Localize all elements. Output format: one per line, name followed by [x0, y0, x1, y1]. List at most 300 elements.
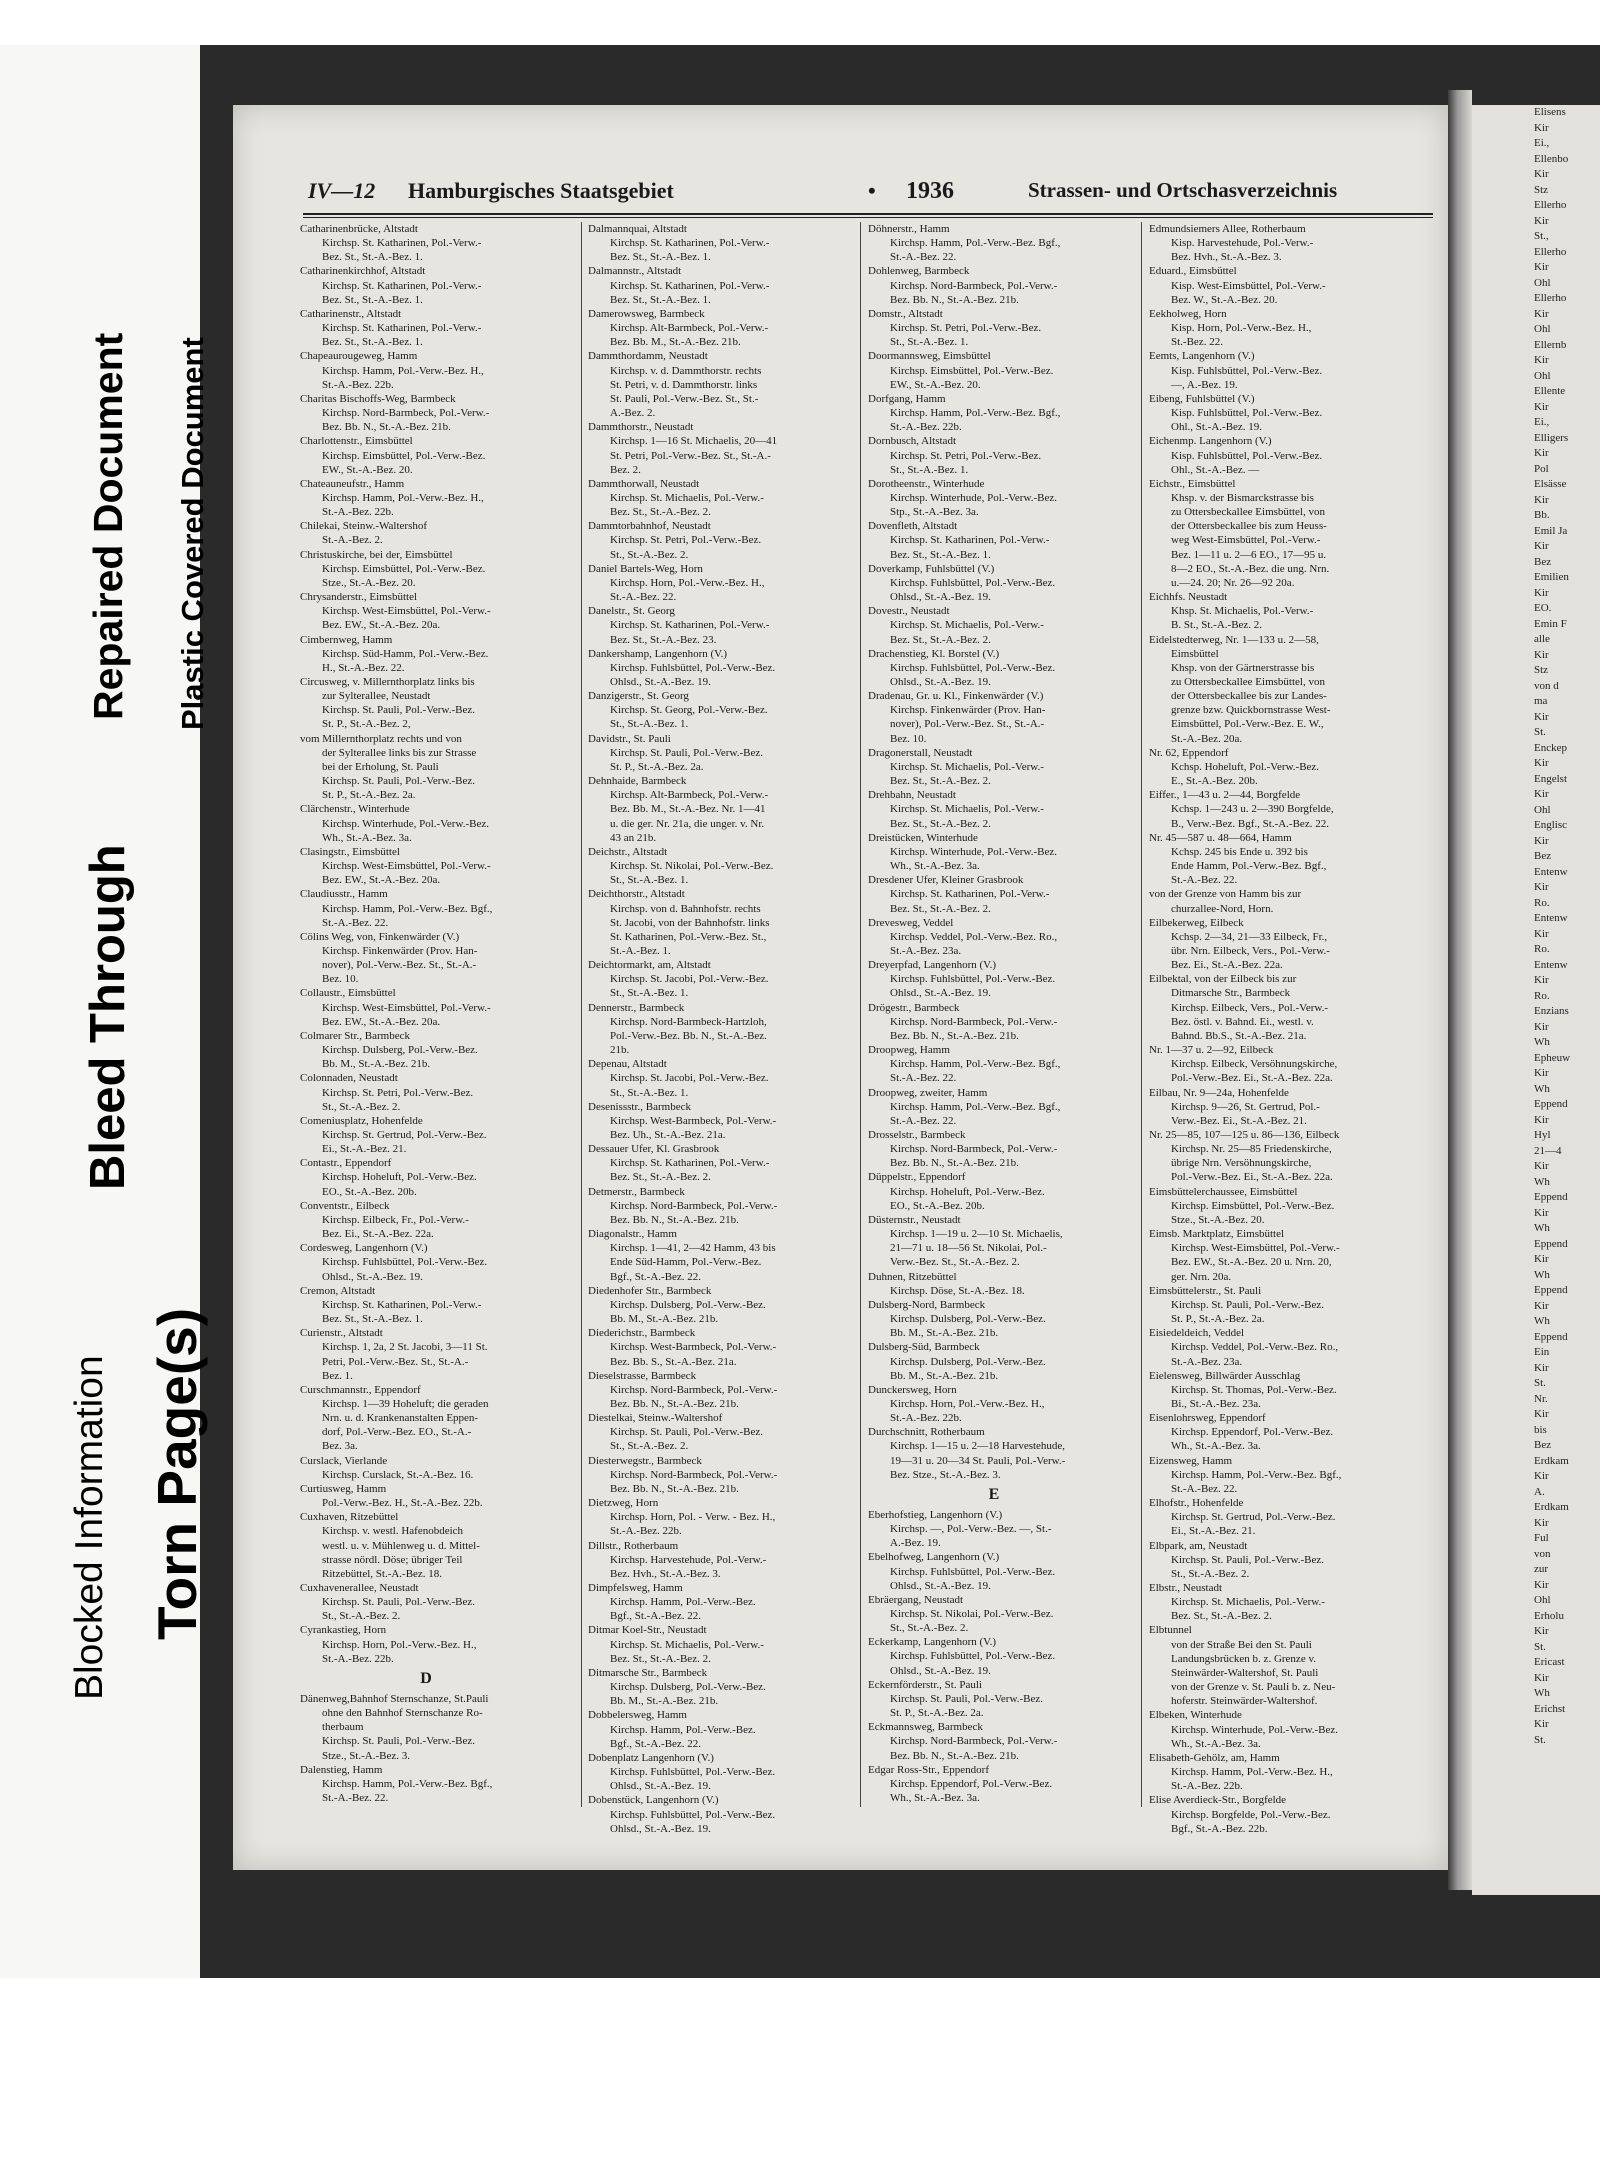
adjacent-page-line: Wh	[1534, 1082, 1550, 1095]
adjacent-page-line: Ohl	[1534, 323, 1551, 335]
entry-detail-line: St.-A.-Bez. 22b.	[610, 1525, 682, 1538]
entry-detail-line: Kchsp. Hoheluft, Pol.-Verw.-Bez.	[1171, 760, 1320, 773]
adjacent-page-line: Ellerho	[1534, 199, 1567, 211]
entry-street-name: Eisenlohrsweg, Eppendorf	[1149, 1412, 1266, 1425]
entry-detail-line: St.-A.-Bez. 22.	[322, 1792, 389, 1805]
entry-detail-line: Kirchsp. St. Katharinen, Pol.-Verw.-	[322, 237, 482, 250]
entry-street-name: Eilbau, Nr. 9—24a, Hohenfelde	[1149, 1086, 1289, 1099]
entry-street-name: Diederichstr., Barmbeck	[588, 1327, 696, 1340]
entry-street-name: Diagonalstr., Hamm	[588, 1228, 677, 1241]
entry-street-name: Eberhofstieg, Langenhorn (V.)	[868, 1508, 1003, 1521]
entry-detail-line: Bez. Uh., St.-A.-Bez. 21a.	[610, 1129, 726, 1141]
entry-detail-line: Bez. St., St.-A.-Bez. 1.	[322, 293, 423, 306]
entry-street-name: Cordesweg, Langenhorn (V.)	[300, 1242, 428, 1255]
entry-detail-line: Kirchsp. St. Katharinen, Pol.-Verw.-	[610, 1157, 770, 1170]
entry-street-name: Drögestr., Barmbeck	[868, 1001, 960, 1014]
entry-detail-line: St.-A.-Bez. 22.	[610, 591, 677, 604]
adjacent-page-line: Erdkam	[1534, 1454, 1569, 1467]
entry-detail-line: Kirchsp. Hamm, Pol.-Verw.-Bez. Bgf.,	[1171, 1468, 1342, 1481]
entry-detail-line: Kirchsp. Eilbeck, Fr., Pol.-Verw.-	[322, 1213, 469, 1226]
entry-detail-line: Kisp. Horn, Pol.-Verw.-Bez. H.,	[1171, 322, 1312, 335]
entry-detail-line: Kisp. Fuhlsbüttel, Pol.-Verw.-Bez.	[1171, 407, 1323, 420]
header-separator: •	[868, 178, 876, 203]
entry-street-name: Dammthorwall, Neustadt	[588, 477, 700, 490]
entry-detail-line: St. P., St.-A.-Bez. 2a.	[1171, 1313, 1265, 1326]
entry-street-name: Dankershamp, Langenhorn (V.)	[588, 647, 728, 660]
entry-detail-line: Kirchsp. Nord-Barmbeck, Pol.-Verw.-	[610, 1383, 778, 1396]
adjacent-page-line: Erholu	[1534, 1609, 1564, 1622]
entry-street-name: von der Grenze von Hamm bis zur	[1149, 888, 1302, 901]
entry-detail-line: Kirchsp. Hamm, Pol.-Verw.-Bez. Bgf.,	[322, 1777, 493, 1790]
adjacent-page-line: Kir	[1534, 1408, 1549, 1420]
entry-detail-line: nover), Pol.-Verw.-Bez. St., St.-A.-	[322, 959, 477, 972]
entry-detail-line: Bez. Bb. N., St.-A.-Bez. 21b.	[890, 1029, 1019, 1042]
entry-street-name: Eilbekerweg, Eilbeck	[1149, 916, 1244, 929]
entry-street-name: Doormannsweg, Eimsbüttel	[868, 350, 991, 363]
entry-detail-line: Kirchsp. 1—16 St. Michaelis, 20—41	[610, 435, 778, 448]
entry-detail-line: Kirchsp. Horn, Pol.-Verw.-Bez. H.,	[322, 1638, 477, 1651]
entry-detail-line: Kirchsp. Finkenwärder (Prov. Han-	[890, 704, 1046, 717]
entry-street-name: Elisabeth-Gehölz, am, Hamm	[1149, 1751, 1280, 1764]
adjacent-page-line: Kir	[1534, 540, 1549, 552]
adjacent-page-line: Kir	[1534, 307, 1549, 320]
adjacent-page-line: Kir	[1534, 1625, 1549, 1637]
entry-detail-line: Kirchsp. St. Petri, Pol.-Verw.-Bez.	[322, 1086, 474, 1099]
entry-detail-line: B., Verw.-Bez. Bgf., St.-A.-Bez. 22.	[1171, 817, 1329, 830]
entry-detail-line: Nrn. u. d. Krankenanstalten Eppen-	[322, 1412, 479, 1425]
entry-detail-line: Ohlsd., St.-A.-Bez. 19.	[322, 1270, 423, 1283]
adjacent-page-line: Entenw	[1534, 958, 1568, 971]
entry-detail-line: Kirchsp. Winterhude, Pol.-Verw.-Bez.	[322, 817, 489, 830]
entry-detail-line: der Ottersbeckallee bis zum Heuss-	[1171, 520, 1327, 533]
entry-street-name: Dänenweg,Bahnhof Sternschanze, St.Pauli	[300, 1692, 489, 1705]
entry-detail-line: St., St.-A.-Bez. 2.	[1171, 1567, 1250, 1580]
entry-street-name: Ditmar Koel-Str., Neustadt	[588, 1624, 707, 1637]
entry-detail-line: Kirchsp. West-Eimsbüttel, Pol.-Verw.-	[1171, 1242, 1340, 1255]
adjacent-page-line: Kir	[1534, 214, 1549, 227]
running-head	[308, 178, 1428, 212]
entry-detail-line: Kirchsp. Eimsbüttel, Pol.-Verw.-Bez.	[322, 562, 486, 575]
adjacent-page-line: Kir	[1534, 447, 1549, 459]
entry-street-name: Chapeaurougeweg, Hamm	[300, 350, 418, 363]
entry-detail-line: St. P., St.-A.-Bez. 2,	[322, 718, 411, 731]
entry-street-name: Cuxhavenerallee, Neustadt	[300, 1582, 419, 1594]
entry-street-name: Drevesweg, Veddel	[868, 916, 954, 929]
entry-street-name: Desenissstr., Barmbeck	[588, 1100, 691, 1113]
entry-street-name: Claudiusstr., Hamm	[300, 888, 388, 901]
entry-detail-line: Kirchsp. Hamm, Pol.-Verw.-Bez.	[610, 1723, 756, 1736]
entry-street-name: Chateauneufstr., Hamm	[300, 477, 405, 490]
entry-detail-line: westl. u. v. Mühlenweg u. d. Mittel-	[322, 1539, 480, 1552]
entry-detail-line: Wh., St.-A.-Bez. 3a.	[1171, 1737, 1261, 1750]
entry-detail-line: Kirchsp. Nord-Barmbeck, Pol.-Verw.-	[610, 1468, 778, 1481]
entry-street-name: Dimpfelsweg, Hamm	[588, 1582, 683, 1594]
entry-detail-line: Kirchsp. Hamm, Pol.-Verw.-Bez. H.,	[322, 491, 484, 504]
page-number: IV—12	[308, 178, 376, 203]
entry-street-name: Dunckersweg, Horn	[868, 1383, 957, 1396]
entry-detail-line: Kirchsp. Hamm, Pol.-Verw.-Bez. Bgf.,	[890, 407, 1061, 420]
entry-street-name: Colonnaden, Neustadt	[300, 1072, 398, 1085]
adjacent-page-line: EO.	[1534, 602, 1552, 614]
entry-detail-line: Kirchsp. Fuhlsbüttel, Pol.-Verw.-Bez.	[890, 576, 1056, 589]
entry-detail-line: Kirchsp. St. Katharinen, Pol.-Verw.-	[322, 322, 482, 335]
entry-detail-line: Kirchsp. Alt-Barmbeck, Pol.-Verw.-	[610, 322, 769, 335]
adjacent-page-line: Bb.	[1534, 509, 1550, 521]
entry-street-name: Curienstr., Altstadt	[300, 1327, 383, 1340]
adjacent-page-line: Kir	[1534, 354, 1549, 366]
entry-detail-line: Landungsbrücken b. z. Grenze v.	[1171, 1652, 1316, 1665]
entry-detail-line: Kirchsp. Eimsbüttel, Pol.-Verw.-Bez.	[890, 364, 1054, 377]
entry-detail-line: Verw.-Bez. Ei., St.-A.-Bez. 21.	[1171, 1114, 1307, 1127]
entry-detail-line: Kirchsp. 1—39 Hoheluft; die geraden	[322, 1397, 489, 1410]
letter-heading: D	[420, 1669, 432, 1687]
entry-detail-line: dorf, Pol.-Verw.-Bez. EO., St.-A.-	[322, 1426, 472, 1439]
entry-street-name: Danelstr., St. Georg	[588, 605, 675, 618]
entry-street-name: Dobenplatz Langenhorn (V.)	[588, 1751, 714, 1764]
entry-street-name: Dalmannquai, Altstadt	[588, 223, 687, 235]
entry-detail-line: Kirchsp. Horn, Pol.-Verw.-Bez. H.,	[890, 1397, 1045, 1410]
adjacent-page-line: St.	[1534, 1377, 1546, 1389]
entry-detail-line: EO., St.-A.-Bez. 20b.	[322, 1185, 417, 1198]
entry-detail-line: Ohlsd., St.-A.-Bez. 19.	[890, 987, 991, 1000]
entry-street-name: Dennerstr., Barmbeck	[588, 1001, 685, 1014]
entry-detail-line: St.-A.-Bez. 22b.	[322, 378, 394, 391]
entry-detail-line: St. P., St.-A.-Bez. 2a.	[610, 760, 704, 773]
entry-detail-line: Bgf., St.-A.-Bez. 22.	[610, 1737, 702, 1750]
entry-detail-line: Kirchsp. Eimsbüttel, Pol.-Verw.-Bez.	[322, 449, 486, 462]
adjacent-page-line: Kir	[1534, 710, 1549, 723]
entry-detail-line: Kirchsp. 9—26, St. Gertrud, Pol.-	[1171, 1100, 1320, 1113]
entry-street-name: Dillstr., Rotherbaum	[588, 1539, 679, 1552]
entry-detail-line: Kirchsp. Hamm, Pol.-Verw.-Bez. Bgf.,	[890, 1100, 1061, 1113]
adjacent-page-line: Eppend	[1534, 1098, 1568, 1110]
entry-detail-line: 43 an 21b.	[610, 831, 657, 844]
entry-detail-line: Bez. St., St.-A.-Bez. 1.	[890, 548, 991, 561]
entry-detail-line: Bez. EW., St.-A.-Bez. 20a.	[322, 619, 441, 632]
entry-detail-line: Kirchsp. St. Michaelis, Pol.-Verw.-	[610, 1638, 764, 1651]
entry-detail-line: Kirchsp. Eilbeck, Vers., Pol.-Verw.-	[1171, 1001, 1329, 1014]
entry-street-name: Düsternstr., Neustadt	[868, 1213, 961, 1226]
entry-detail-line: zur Sylterallee, Neustadt	[322, 690, 431, 703]
adjacent-page-line: Ro.	[1534, 943, 1550, 955]
entry-detail-line: Kirchsp. v. d. Dammthorstr. rechts	[610, 364, 762, 377]
adjacent-page-line: Emilien	[1534, 571, 1569, 583]
entry-detail-line: Bez. 2.	[610, 463, 641, 476]
adjacent-page-line: Kir	[1534, 121, 1549, 134]
entry-street-name: Drachenstieg, Kl. Borstel (V.)	[868, 647, 1000, 660]
entry-detail-line: Ohlsd., St.-A.-Bez. 19.	[610, 1780, 711, 1793]
entry-street-name: Eemts, Langenhorn (V.)	[1149, 350, 1255, 363]
adjacent-page-line: Kir	[1534, 927, 1549, 940]
entry-detail-line: Ende Süd-Hamm, Pol.-Verw.-Bez.	[610, 1256, 762, 1269]
entry-detail-line: Bez. Bb. N., St.-A.-Bez. 21b.	[322, 421, 451, 434]
entry-detail-line: Kirchsp. Dulsberg, Pol.-Verw.-Bez.	[322, 1044, 478, 1057]
adjacent-page-line: Kir	[1534, 788, 1549, 800]
entry-detail-line: Kirchsp. St. Katharinen, Pol.-Verw.-	[890, 534, 1050, 547]
adjacent-page-line: Kir	[1534, 1671, 1549, 1684]
entry-detail-line: Kirchsp. Dulsberg, Pol.-Verw.-Bez.	[610, 1298, 766, 1311]
entry-street-name: Drehbahn, Neustadt	[868, 789, 956, 802]
entry-detail-line: strasse nördl. Döse; übriger Teil	[322, 1553, 463, 1566]
adjacent-page-line: Ellerho	[1534, 245, 1567, 258]
entry-street-name: Clasingstr., Eimsbüttel	[300, 845, 400, 858]
entry-detail-line: Kirchsp. St. Pauli, Pol.-Verw.-Bez.	[1171, 1553, 1324, 1566]
entry-detail-line: St.-A.-Bez. 22b.	[890, 421, 962, 434]
entry-street-name: Droopweg, Hamm	[868, 1044, 950, 1057]
adjacent-page-line: Nr.	[1534, 1392, 1548, 1405]
entry-street-name: Damerowsweg, Barmbeck	[588, 307, 705, 320]
entry-street-name: Eekholweg, Horn	[1149, 307, 1227, 320]
entry-detail-line: 19—31 u. 20—34 St. Pauli, Pol.-Verw.-	[890, 1454, 1066, 1467]
entry-detail-line: Kirchsp. Fuhlsbüttel, Pol.-Verw.-Bez.	[890, 1650, 1056, 1663]
entry-detail-line: St.-A.-Bez. 22b.	[322, 1652, 394, 1665]
entry-street-name: Dovestr., Neustadt	[868, 605, 950, 618]
entry-detail-line: Kirchsp. Hamm, Pol.-Verw.-Bez. H.,	[322, 364, 484, 377]
entry-detail-line: Kirchsp. Curslack, St.-A.-Bez. 16.	[322, 1468, 474, 1481]
entry-detail-line: Kisp. Fuhlsbüttel, Pol.-Verw.-Bez.	[1171, 364, 1323, 377]
entry-detail-line: Ohlsd., St.-A.-Bez. 19.	[890, 1664, 991, 1677]
entry-detail-line: Kirchsp. St. Katharinen, Pol.-Verw.-	[322, 1298, 482, 1311]
entry-detail-line: churzallee-Nord, Horn.	[1171, 902, 1274, 915]
adjacent-page-line: bis	[1534, 1423, 1547, 1436]
entry-street-name: Charitas Bischoffs-Weg, Barmbeck	[300, 392, 456, 405]
adjacent-page-line: Ro.	[1534, 896, 1550, 909]
entry-detail-line: St., St.-A.-Bez. 1.	[890, 336, 969, 349]
adjacent-page-line: Bez	[1534, 1439, 1552, 1451]
entry-street-name: Diestelkai, Steinw.-Waltershof	[588, 1412, 723, 1425]
entry-detail-line: Kirchsp. West-Eimsbüttel, Pol.-Verw.-	[322, 605, 491, 618]
adjacent-page-line: Kir	[1534, 1578, 1549, 1591]
adjacent-page-line: Stz	[1534, 664, 1549, 676]
entry-detail-line: Kirchsp. St. Pauli, Pol.-Verw.-Bez.	[322, 1735, 475, 1748]
adjacent-page-line: Ro.	[1534, 989, 1550, 1002]
entry-detail-line: Kirchsp. Fuhlsbüttel, Pol.-Verw.-Bez.	[890, 973, 1056, 986]
entry-street-name: Catharinenkirchhof, Altstadt	[300, 265, 426, 278]
entry-detail-line: Kirchsp. St. Katharinen, Pol.-Verw.-	[610, 619, 770, 632]
entry-street-name: Dovenfleth, Altstadt	[868, 520, 958, 533]
entry-detail-line: Kirchsp. St. Georg, Pol.-Verw.-Bez.	[610, 704, 768, 717]
entry-street-name: Dammthordamm, Neustadt	[588, 350, 708, 363]
adjacent-page-line: Hyl	[1534, 1129, 1551, 1141]
adjacent-page-line: zur	[1534, 1563, 1549, 1575]
entry-street-name: Eilbektal, von der Eilbeck bis zur	[1149, 973, 1297, 986]
adjacent-page-fragment	[1472, 105, 1600, 1895]
entry-detail-line: Kirchsp. Hoheluft, Pol.-Verw.-Bez.	[322, 1171, 477, 1184]
entry-detail-line: Bb. M., St.-A.-Bez. 21b.	[890, 1327, 999, 1340]
adjacent-page-line: Eppend	[1534, 1191, 1568, 1203]
adjacent-page-line: Elligers	[1534, 431, 1569, 444]
entry-detail-line: Bez. St., St.-A.-Bez. 2.	[610, 506, 711, 519]
entry-detail-line: St., St.-A.-Bez. 1.	[890, 463, 969, 476]
entry-street-name: Detmerstr., Barmbeck	[588, 1185, 685, 1198]
entry-detail-line: Kirchsp. 1—15 u. 2—18 Harvestehude,	[890, 1440, 1066, 1453]
entry-street-name: Cimbernweg, Hamm	[300, 633, 393, 646]
entry-detail-line: Kirchsp. Döse, St.-A.-Bez. 18.	[890, 1284, 1025, 1297]
entry-detail-line: übrige Nrn. Versöhnungskirche,	[1171, 1157, 1312, 1170]
adjacent-page-line: Ellernb	[1534, 338, 1567, 351]
entry-detail-line: St., St.-A.-Bez. 2.	[322, 1610, 401, 1623]
entry-detail-line: Bez. St., St.-A.-Bez. 2.	[890, 817, 991, 830]
entry-detail-line: Eimsbüttel	[1171, 647, 1219, 660]
entry-detail-line: St.-A.-Bez. 2.	[322, 534, 383, 547]
entry-detail-line: Ei., St.-A.-Bez. 21.	[1171, 1525, 1256, 1538]
entry-street-name: Ditmarsche Str., Barmbeck	[588, 1666, 708, 1679]
entry-street-name: Eduard., Eimsbüttel	[1149, 265, 1237, 278]
adjacent-page-line: Emil Ja	[1534, 524, 1568, 537]
entry-detail-line: Kirchsp. —, Pol.-Verw.-Bez. —, St.-	[890, 1523, 1052, 1536]
entry-detail-line: bei der Erholung, St. Pauli	[322, 760, 439, 773]
entry-street-name: Diesterwegstr., Barmbeck	[588, 1454, 702, 1467]
entry-detail-line: Ende Hamm, Pol.-Verw.-Bez. Bgf.,	[1171, 860, 1327, 873]
adjacent-page-line: Eppend	[1534, 1330, 1568, 1343]
entry-street-name: Eibeng, Fuhlsbüttel (V.)	[1149, 392, 1255, 405]
entry-detail-line: Bez. Ei., St.-A.-Bez. 22a.	[1171, 959, 1283, 972]
adjacent-page-line: Entenw	[1534, 912, 1568, 924]
entry-street-name: Danzigerstr., St. Georg	[588, 690, 689, 703]
adjacent-page-line: Kir	[1534, 586, 1549, 599]
entry-detail-line: Bez. 1—11 u. 2—6 EO., 17—95 u.	[1171, 548, 1327, 561]
entry-detail-line: Kchsp. 1—243 u. 2—390 Borgfelde,	[1171, 803, 1334, 816]
entry-detail-line: Kirchsp. 1—19 u. 2—10 St. Michaelis,	[890, 1228, 1063, 1241]
adjacent-page-line: ma	[1534, 695, 1548, 707]
entry-detail-line: Kirchsp. Fuhlsbüttel, Pol.-Verw.-Bez.	[890, 1565, 1056, 1578]
adjacent-page-line: Kir	[1534, 648, 1549, 661]
entry-street-name: Cyrankastieg, Horn	[300, 1624, 387, 1637]
entry-detail-line: weg West-Eimsbüttel, Pol.-Verw.-	[1171, 534, 1321, 547]
adjacent-page-line: Kir	[1534, 1299, 1549, 1312]
entry-street-name: Eidelstedterweg, Nr. 1—133 u. 2—58,	[1149, 633, 1319, 646]
entry-detail-line: St.-A.-Bez. 22.	[890, 1072, 957, 1085]
entry-detail-line: Bez. 3a.	[322, 1440, 358, 1453]
entry-detail-line: der Ottersbeckallee bis zur Landes-	[1171, 690, 1327, 703]
entry-detail-line: Pol.-Verw.-Bez. H., St.-A.-Bez. 22b.	[322, 1497, 483, 1510]
entry-detail-line: Kirchsp. Dulsberg, Pol.-Verw.-Bez.	[890, 1355, 1046, 1368]
entry-detail-line: E., St.-A.-Bez. 20b.	[1171, 775, 1258, 788]
entry-street-name: Dalenstieg, Hamm	[300, 1763, 383, 1776]
entry-detail-line: Bez. St., St.-A.-Bez. 2.	[1171, 1610, 1272, 1623]
entry-detail-line: Kirchsp. Hamm, Pol.-Verw.-Bez. Bgf.,	[322, 902, 493, 915]
adjacent-page-line: Kir	[1534, 1253, 1549, 1265]
directory-page	[233, 105, 1448, 1870]
entry-street-name: Dammtorbahnhof, Neustadt	[588, 520, 711, 533]
entry-detail-line: Ditmarsche Str., Barmbeck	[1171, 987, 1291, 1000]
entry-street-name: Cuxhaven, Ritzebüttel	[300, 1511, 399, 1524]
entry-street-name: Döhnerstr., Hamm	[868, 223, 950, 235]
entry-street-name: Eielensweg, Billwärder Ausschlag	[1149, 1369, 1301, 1382]
entry-detail-line: Ohlsd., St.-A.-Bez. 19.	[610, 1822, 711, 1835]
entry-detail-line: Kirchsp. Nord-Barmbeck, Pol.-Verw.-	[322, 407, 490, 420]
adjacent-page-line: Eppend	[1534, 1284, 1568, 1296]
entry-detail-line: Bez. 10.	[322, 973, 359, 986]
entry-detail-line: Stze., St.-A.-Bez. 20.	[1171, 1213, 1265, 1226]
entry-street-name: Curschmannstr., Eppendorf	[300, 1383, 421, 1396]
entry-detail-line: Kirchsp. Winterhude, Pol.-Verw.-Bez.	[890, 845, 1057, 858]
entry-street-name: Dulsberg-Nord, Barmbeck	[868, 1298, 986, 1311]
adjacent-page-line: Kir	[1534, 1516, 1549, 1529]
entry-detail-line: Kirchsp. Hamm, Pol.-Verw.-Bez. Bgf.,	[890, 1058, 1061, 1071]
entry-detail-line: —, A.-Bez. 19.	[1171, 378, 1238, 391]
entry-detail-line: Ohlsd., St.-A.-Bez. 19.	[890, 1579, 991, 1592]
entry-detail-line: Kirchsp. St. Pauli, Pol.-Verw.-Bez.	[890, 1692, 1043, 1705]
entry-street-name: Elhofstr., Hohenfelde	[1149, 1497, 1244, 1510]
entry-street-name: Eisiedeldeich, Veddel	[1149, 1327, 1245, 1340]
entry-detail-line: Bez. EW., St.-A.-Bez. 20a.	[322, 874, 441, 887]
entry-street-name: Eiffer., 1—43 u. 2—44, Borgfelde	[1149, 789, 1301, 802]
entry-detail-line: Bgf., St.-A.-Bez. 22.	[610, 1270, 702, 1283]
entry-detail-line: Kisp. Harvestehude, Pol.-Verw.-	[1171, 237, 1314, 250]
entry-street-name: Elbstr., Neustadt	[1149, 1582, 1223, 1594]
adjacent-page-line: St.	[1534, 1733, 1546, 1746]
directory-column-4	[1149, 222, 1421, 1862]
entry-street-name: Conventstr., Eilbeck	[300, 1199, 390, 1212]
entry-detail-line: grenze bzw. Quickbornstrasse West-	[1171, 704, 1331, 717]
adjacent-page-line: Ellerho	[1534, 292, 1567, 304]
entry-detail-line: Kirchsp. Harvestehude, Pol.-Verw.-	[610, 1553, 767, 1566]
adjacent-page-line: Kir	[1534, 1160, 1549, 1172]
adjacent-page-line: Kir	[1534, 1718, 1549, 1730]
entry-street-name: Dammthorstr., Neustadt	[588, 421, 694, 434]
adjacent-page-line: Pol	[1534, 462, 1549, 475]
entry-detail-line: St., St.-A.-Bez. 1.	[610, 987, 689, 1000]
entry-detail-line: Bez. Bb. N., St.-A.-Bez. 21b.	[610, 1482, 739, 1495]
entry-street-name: Dreistücken, Winterhude	[868, 831, 978, 844]
adjacent-page-line: A.	[1534, 1485, 1545, 1498]
entry-detail-line: Kirchsp. Winterhude, Pol.-Verw.-Bez.	[1171, 1723, 1338, 1736]
entry-detail-line: Bez. St., St.-A.-Bez. 1.	[322, 1313, 423, 1326]
adjacent-page-line: Stz	[1534, 183, 1549, 196]
entry-street-name: Ebräergang, Neustadt	[868, 1593, 964, 1606]
entry-street-name: Eckernförderstr., St. Pauli	[868, 1678, 982, 1691]
entry-detail-line: St. P., St.-A.-Bez. 2a.	[890, 1707, 984, 1720]
entry-detail-line: Kirchsp. St. Michaelis, Pol.-Verw.-	[890, 760, 1044, 773]
entry-street-name: Catharinenbrücke, Altstadt	[300, 223, 418, 235]
entry-detail-line: Bez. St., St.-A.-Bez. 1.	[610, 251, 711, 264]
entry-street-name: Elise Averdieck-Str., Borgfelde	[1149, 1794, 1287, 1807]
entry-detail-line: St. Petri, v. d. Dammthorstr. links	[610, 378, 758, 391]
adjacent-page-line: St.,	[1534, 230, 1549, 242]
adjacent-page-line: Bez	[1534, 850, 1552, 862]
entry-detail-line: Kirchsp. St. Nikolai, Pol.-Verw.-Bez.	[610, 860, 774, 873]
entry-detail-line: Kirchsp. St. Pauli, Pol.-Verw.-Bez.	[322, 1596, 475, 1609]
entry-detail-line: zu Ottersbeckallee Eimsbüttel, von	[1171, 676, 1325, 688]
entry-detail-line: Kirchsp. West-Eimsbüttel, Pol.-Verw.-	[322, 1001, 491, 1014]
entry-detail-line: Kirchsp. St. Pauli, Pol.-Verw.-Bez.	[322, 704, 475, 717]
entry-detail-line: übr. Nrn. Eilbeck, Vers., Pol.-Verw.-	[1171, 944, 1330, 957]
entry-street-name: Dietzweg, Horn	[588, 1497, 659, 1510]
adjacent-page-line: Ohl	[1534, 803, 1551, 816]
entry-detail-line: Kirchsp. Fuhlsbüttel, Pol.-Verw.-Bez.	[890, 661, 1056, 674]
entry-detail-line: St., St.-A.-Bez. 2.	[610, 1440, 689, 1453]
entry-street-name: Elbpark, am, Neustadt	[1149, 1539, 1248, 1552]
page-title: Hamburgisches Staatsgebiet	[408, 178, 674, 203]
adjacent-page-line: Ohl	[1534, 369, 1551, 382]
entry-detail-line: St., St.-A.-Bez. 1.	[610, 718, 689, 731]
entry-detail-line: Kirchsp. Veddel, Pol.-Verw.-Bez. Ro.,	[890, 930, 1058, 943]
entry-detail-line: Bb. M., St.-A.-Bez. 21b.	[610, 1695, 719, 1708]
entry-detail-line: St.-A.-Bez. 22.	[322, 916, 389, 929]
adjacent-page-line: Kir	[1534, 1470, 1549, 1482]
entry-detail-line: Bez. 1.	[322, 1369, 353, 1382]
adjacent-page-line: Kir	[1534, 834, 1549, 847]
entry-street-name: Drosselstr., Barmbeck	[868, 1129, 966, 1141]
entry-detail-line: Bez. St., St.-A.-Bez. 2.	[890, 775, 991, 788]
entry-detail-line: Bez. W., St.-A.-Bez. 20.	[1171, 293, 1278, 306]
entry-detail-line: St., St.-A.-Bez. 2.	[322, 1100, 401, 1113]
entry-street-name: Cremon, Altstadt	[300, 1284, 376, 1297]
entry-detail-line: St.-A.-Bez. 23a.	[1171, 1355, 1243, 1368]
adjacent-page-line: St.	[1534, 726, 1546, 738]
entry-street-name: Curslack, Vierlande	[300, 1454, 388, 1467]
